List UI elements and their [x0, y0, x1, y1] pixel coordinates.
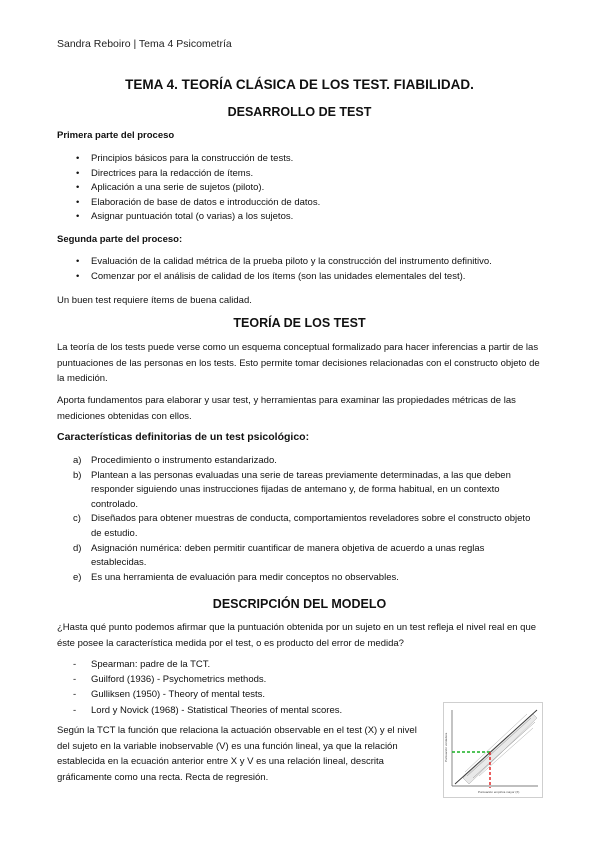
dash-icon: - — [73, 689, 77, 701]
document-title: TEMA 4. TEORÍA CLÁSICA DE LOS TEST. FIABILIDAD. — [125, 77, 474, 92]
regression-figure — [443, 702, 543, 798]
list-item: a) Procedimiento o instrumento estandarizado. — [73, 455, 277, 466]
list-item: • Aplicación a una serie de sujetos (piloto). — [57, 181, 320, 196]
characteristics-list — [57, 454, 539, 585]
teoria-paragraph-1: La teoría de los tests puede verse como un esquema conceptual formalizado para hacer inferencias a partir de las puntuaciones de las personas en los tests. Esto permite tomar decisiones relacionadas con el constructo objeto de la medición. — [57, 342, 540, 384]
list-item: • Directrices para la redacción de ítems. — [57, 167, 320, 182]
part2-list — [57, 255, 492, 284]
teoria-paragraph-2: Aporta fundamentos para elaborar y usar test, y herramientas para examinar las propiedades métricas de las mediciones obtenidas con ellos. — [57, 395, 516, 422]
figure-ylabel: Puntuación verdadera — [444, 732, 448, 762]
bullet-icon: • — [76, 270, 80, 282]
authors-list — [57, 657, 342, 718]
dash-icon: - — [73, 674, 77, 686]
bullet-icon: • — [76, 153, 80, 164]
list-item: d) Asignación numérica: deben permitir cuantificar de manera objetiva de acuerdo a unas reglas establecidas. — [73, 542, 485, 569]
closing-sentence: Un buen test requiere ítems de buena calidad. — [57, 295, 252, 306]
part2-label: Segunda parte del proceso: — [57, 234, 183, 245]
section-heading-teoria: TEORÍA DE LOS TEST — [233, 316, 366, 330]
model-question: ¿Hasta qué punto podemos afirmar que la puntuación obtenida por un sujeto en un test refleja el nivel real en que éste posee la característica medida por el test, o es producto del error de medida? — [57, 622, 537, 649]
dash-icon: - — [73, 659, 77, 670]
list-item: - Guilford (1936) - Psychometrics methods. — [57, 672, 342, 687]
characteristics-heading: Características definitorias de un test psicológico: — [57, 431, 310, 443]
model-final-paragraph: Según la TCT la función que relaciona la actuación observable en el test (X) y el nivel del sujeto en la variable inobservable (V) es una función lineal, ya que la relación establecida en la ecuación anterior entre X y V es una relación lineal, descrita gráficamente como una recta. Recta de regresión. — [57, 725, 417, 783]
list-item: - Spearman: padre de la TCT. — [57, 657, 342, 672]
section-heading-modelo: DESCRIPCIÓN DEL MODELO — [212, 597, 387, 611]
figure-xlabel: Puntuación empírica mayor (X) — [478, 790, 520, 794]
bullet-icon: • — [76, 211, 80, 223]
dash-icon: - — [73, 704, 77, 716]
bullet-icon: • — [76, 196, 80, 208]
part1-list — [57, 152, 320, 225]
list-item: • Comenzar por el análisis de calidad de los ítems (son las unidades elementales del test). — [57, 270, 492, 285]
list-item: • Elaboración de base de datos e introducción de datos. — [57, 196, 320, 211]
list-item: - Gulliksen (1950) - Theory of mental tests. — [57, 687, 342, 702]
list-item: b) Plantean a las personas evaluadas una serie de tareas previamente determinadas, a las que deben responder siguiendo unas instrucciones fijadas de antemano y, de forma habitual, en un contexto controlado. — [73, 469, 511, 510]
list-item: • Asignar puntuación total (o varias) a los sujetos. — [57, 210, 320, 225]
section-heading-desarrollo: DESARROLLO DE TEST — [227, 105, 372, 119]
bullet-icon: • — [76, 256, 80, 267]
list-item: • Evaluación de la calidad métrica de la prueba piloto y la construcción del instrumento definitivo. — [57, 255, 492, 270]
list-item: e) Es una herramienta de evaluación para medir conceptos no observables. — [73, 571, 399, 583]
list-item: • Principios básicos para la construcción de tests. — [57, 152, 320, 167]
bullet-icon: • — [76, 167, 80, 179]
page-header: Sandra Reboiro | Tema 4 Psicometría — [57, 38, 232, 50]
list-item: c) Diseñados para obtener muestras de conducta, comportamientos reveladores sobre el constructo objeto de estudio. — [73, 513, 531, 539]
list-item: - Lord y Novick (1968) - Statistical Theories of mental scores. — [57, 703, 342, 718]
part1-label: Primera parte del proceso — [57, 130, 175, 141]
bullet-icon: • — [76, 182, 80, 194]
